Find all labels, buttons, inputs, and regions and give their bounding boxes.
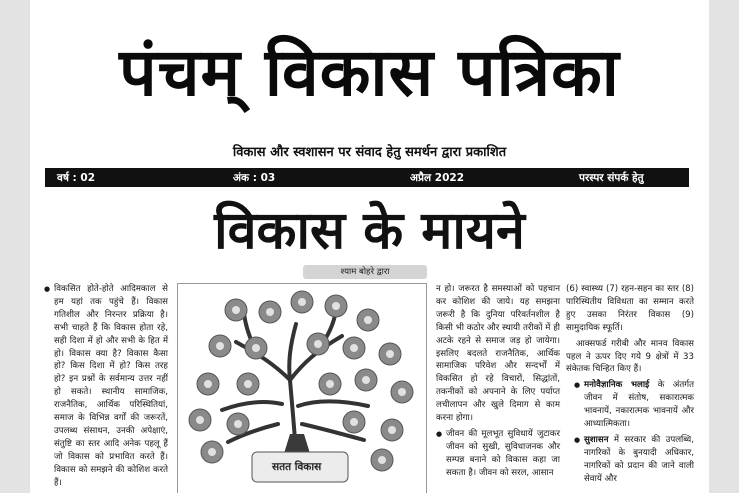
- list-item-text: में सरकार की उपलब्धि, नागरिकों के बुनयादी अधिकार, नागरिकों को प्रदान की जाने वाली सेवायें और: [584, 434, 694, 484]
- issue-year: वर्ष : 02: [57, 172, 96, 184]
- column-4-list-item: [566, 379, 694, 431]
- issue-number: अंक : 03: [233, 172, 276, 184]
- article-column-3: [436, 283, 560, 483]
- adjacent-page-left: [0, 0, 30, 493]
- issue-date: अप्रैल 2022: [410, 172, 464, 184]
- article-column-4: [566, 283, 694, 489]
- article-headline: विकास के मायने: [214, 201, 525, 261]
- column-3-bullet: ● जीवन की मूलभूत सुविधायें जुटाकर जीवन को सुखी, सुविधाजनक और सम्पन्न बनाने को विकास कहा जा सकता है। जीवन को सरल, आसान: [436, 428, 560, 480]
- masthead-tagline: विकास और स्वशासन पर संवाद हेतु समर्थन द्वारा प्रकाशित: [232, 145, 507, 160]
- column-4-intro: (6) स्वास्थ्य (7) रहन-सहन का स्तर (8) पारिस्थितीय विविधता का सम्मान करते हुए उसका निरंतर विकास (9) सामुदायिक स्फूर्ति।: [566, 284, 694, 333]
- article-column-1: [44, 283, 168, 493]
- column-3-paragraph: न हो। जरूरत है समस्याओं को पहचान कर कोशिश की जाये। यह समझना जरूरी है कि दुनिया परिवर्तनशील है किसी भी कठोर और स्थायी तरीकों में ही अटके रहने से समाज जड़ हो जायेगा। इसलिए बदलते राजनैतिक, आर्थिक सामाजिक परिवेश और सन्दर्भों में विकसित हो रहे विचारों, सिद्धांतों, तकनीकों को अपनाने के लिए पर्याप्त लचीलापन और खुले दिमाग से काम करना होगा।: [436, 284, 560, 424]
- article-byline: श्याम बोहरे द्वारा: [303, 265, 427, 279]
- list-item-text: के अंतर्गत जीवन में संतोष, सकारात्मक भावनायें, नकारात्मक भावनायें और आध्यात्मिकता।: [584, 380, 694, 430]
- adjacent-page-right: [709, 0, 739, 493]
- figure-caption: सतत विकास: [272, 461, 322, 473]
- sustainable-development-tree-illustration: [177, 283, 427, 493]
- column-4-list-item: [566, 434, 694, 486]
- list-item-term: मनोवैज्ञानिक भलाई: [584, 380, 650, 391]
- issue-info-bar: [45, 168, 689, 187]
- column-4-paragraph: आक्सफर्ड गरीबी और मानव विकास पहल ने ऊपर दिए गये 9 क्षेत्रों में 33 संकेतक चिन्हित किए हैं।: [566, 338, 694, 375]
- column-1-paragraph: ● विकसित होते-होते आदिमकाल से हम यहां तक पहुंचे हैं। विकास गतिशील और निरन्तर प्रक्रिया है। सभी चाहते हैं कि विकास होता रहे, सही दिशा में हो और सभी के हित में हो। विकास क्या है? विकास कैसा हो? किस दिशा में हो? किस तरह हो? इन प्रश्नों के सर्वमान्य उत्तर नहीं हो सकते। स्थानीय सामाजिक, राजनैतिक, आर्थिक परिस्थितियां, समाज के विभिन्न वर्गों की जरूरतें, उपलब्ध संसाधन, उनकी अपेक्षाएं, संतुष्टि का स्तर आदि अनेक पहलू हैं जो विकास को प्रभावित करते हैं। विकास को समझने की कोशिश करते हैं।: [44, 283, 168, 490]
- issue-purpose: परस्पर संपर्क हेतु: [579, 172, 644, 184]
- newspaper-page: [30, 0, 709, 493]
- list-item-term: सुशासन: [584, 434, 609, 445]
- masthead-title: पंचम् विकास पत्रिका: [119, 34, 620, 111]
